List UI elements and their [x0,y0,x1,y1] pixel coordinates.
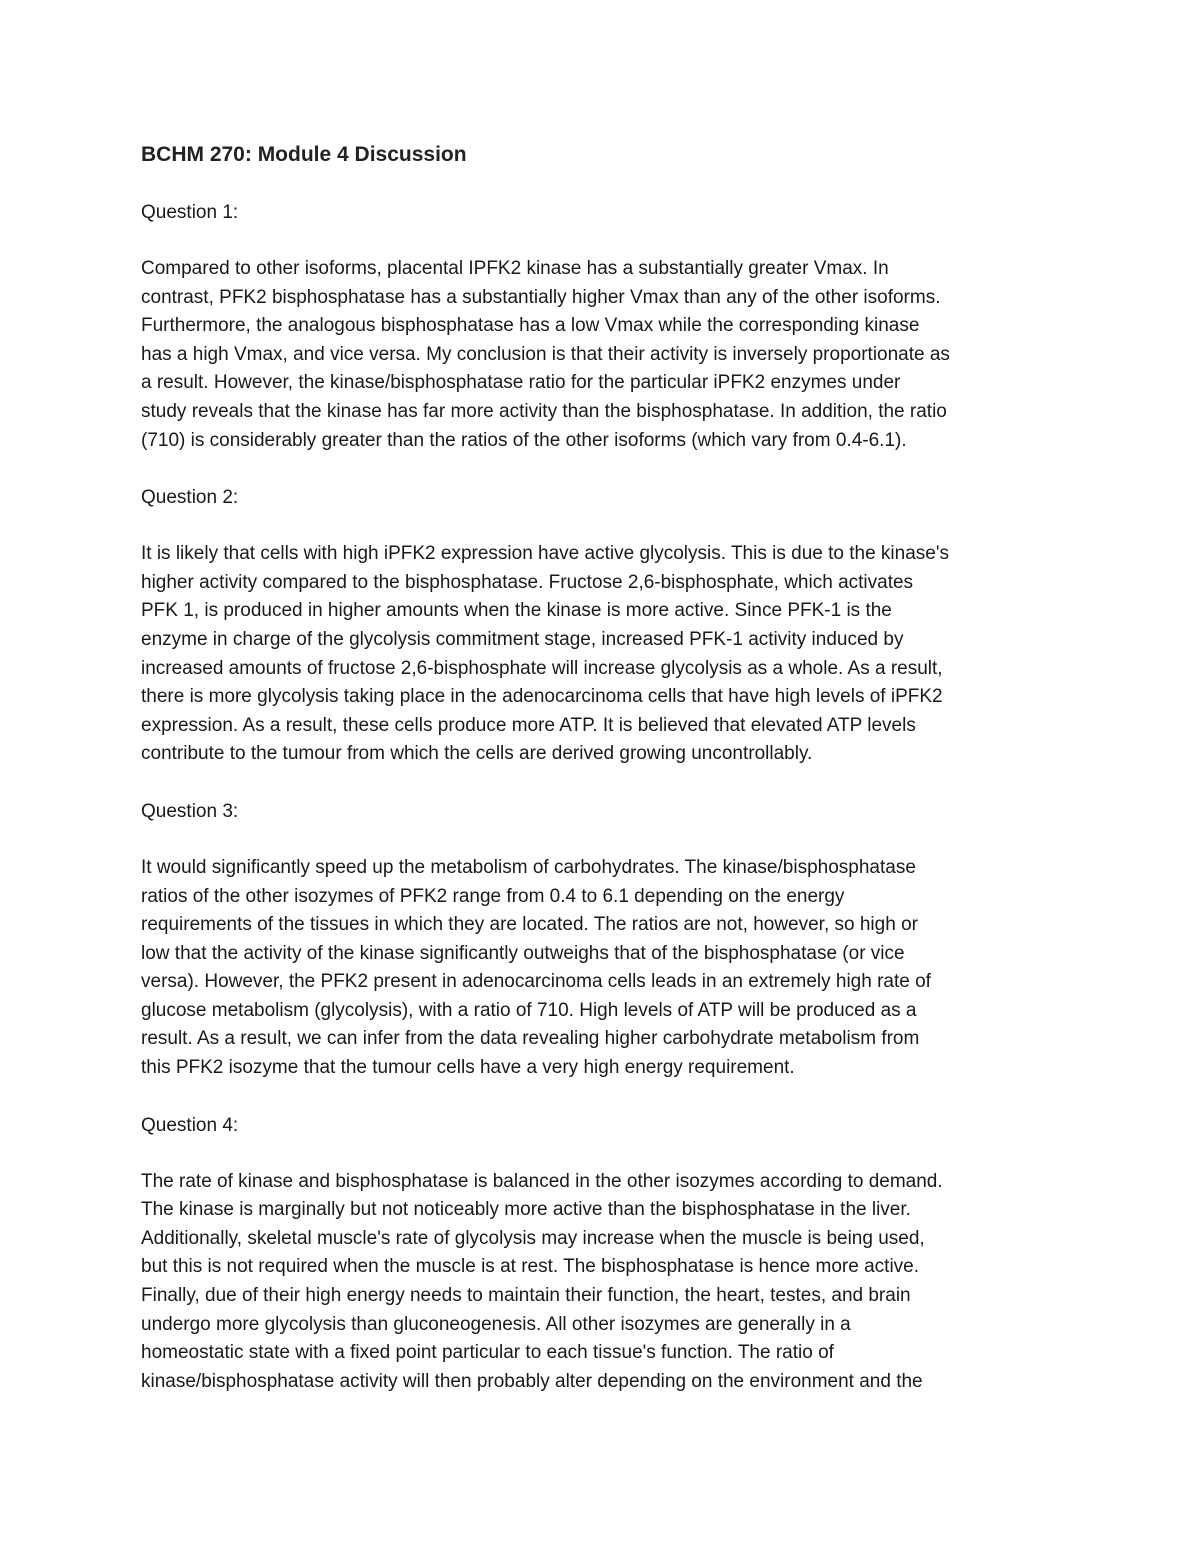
section-heading: Question 2: [141,487,239,509]
section-body: Compared to other isoforms, placental IPFK2 kinase has a substantially greater Vmax. In contrast, PFK2 bisphosphatase has a substantially higher Vmax than any of the other isoforms. Furthermore, the analogous bisphosphatase has a low Vmax while the corresponding kinase has a high Vmax, and vice versa. My conclusion is that their activity is inversely proportionate as a result. However, the kinase/bisphosphatase ratio for the particular iPFK2 enzymes under study reveals that the kinase has far more activity than the bisphosphatase. In addition, the ratio (710) is considerably greater than the ratios of the other isoforms (which vary from 0.4-6.1). [141,258,950,451]
section-question-3 [141,797,1071,1083]
section-heading: Question 3: [141,800,239,822]
section-body: The rate of kinase and bisphosphatase is balanced in the other isozymes according to demand. The kinase is marginally but not noticeably more active than the bisphosphatase in the liver. Additionally, skeletal muscle's rate of glycolysis may increase when the muscle is being used, but this is not required when the muscle is at rest. The bisphosphatase is hence more active. Finally, due of their high energy needs to maintain their function, the heart, testes, and brain undergo more glycolysis than gluconeogenesis. All other isozymes are generally in a homeostatic state with a fixed point particular to each tissue's function. The ratio of kinase/bisphosphatase activity will then probably alter depending on the environment and the [141,1170,943,1392]
section-question-1 [141,198,1071,455]
document-title: BCHM 270: Module 4 Discussion [141,143,467,166]
section-heading: Question 1: [141,202,239,223]
section-body: It is likely that cells with high iPFK2 expression have active glycolysis. This is due to the kinase's higher activity compared to the bisphosphatase. Fructose 2,6-bisphosphate, which activates PFK 1, is produced in higher amounts when the kinase is more active. Since PFK-1 is the enzyme in charge of the glycolysis commitment stage, increased PFK-1 activity induced by increased amounts of fructose 2,6-bisphosphate will increase glycolysis as a whole. As a result, there is more glycolysis taking place in the adenocarcinoma cells that have high levels of iPFK2 expression. As a result, these cells produce more ATP. It is believed that elevated ATP levels contribute to the tumour from which the cells are derived growing uncontrollably. [141,543,949,765]
section-question-2 [141,483,1071,769]
document-page [141,140,1071,1424]
section-body: It would significantly speed up the metabolism of carbohydrates. The kinase/bisphosphatase ratios of the other isozymes of PFK2 range from 0.4 to 6.1 depending on the energy requirements of the tissues in which they are located. The ratios are not, however, so high or low that the activity of the kinase significantly outweighs that of the bisphosphatase (or vice versa). However, the PFK2 present in adenocarcinoma cells leads in an extremely high rate of glucose metabolism (glycolysis), with a ratio of 710. High levels of ATP will be produced as a result. As a result, we can infer from the data revealing higher carbohydrate metabolism from this PFK2 isozyme that the tumour cells have a very high energy requirement. [141,856,931,1079]
section-question-4 [141,1111,1071,1397]
section-heading: Question 4: [141,1114,239,1136]
